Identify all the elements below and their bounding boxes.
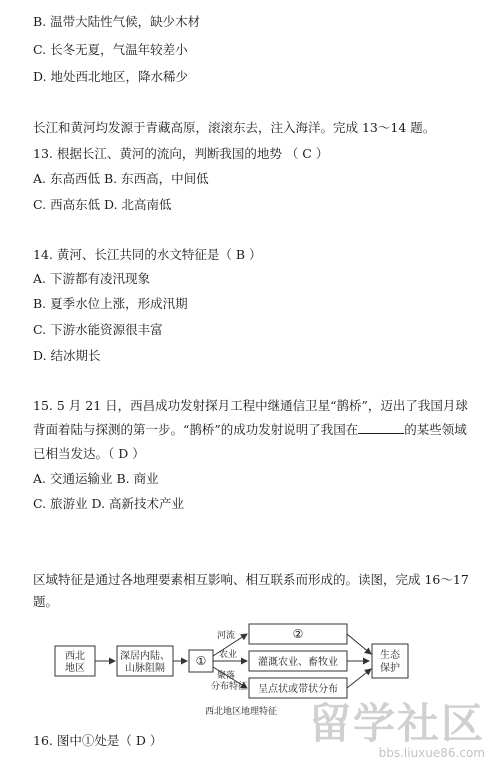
eco-box-line2: 保护 [380, 663, 400, 674]
q14-option-d: D. 结冰期长 [33, 348, 101, 363]
q14-option-a: A. 下游都有凌汛现象 [33, 271, 150, 286]
region-box-line1: 西北 [65, 651, 85, 662]
circle1-label: ① [195, 654, 207, 668]
q15-line1: 15. 5 月 21 日，西昌成功发射探月工程中继通信卫星“鹊桥”，迈出了我国月球 [33, 398, 468, 413]
label-settle-line2: 分布特征 [211, 682, 248, 692]
intro-13-14: 长江和黄河均发源于青藏高原，滚滚东去，注入海洋。完成 13～14 题。 [33, 120, 436, 135]
option-c: C. 长冬无夏，气温年较差小 [33, 42, 188, 57]
location-box-line1: 深居内陆、 [120, 651, 170, 662]
q16-stem: 16. 图中①处是（ D ） [33, 733, 163, 748]
label-agri: 农业 [219, 650, 238, 660]
answer-blank [358, 422, 404, 434]
q14-option-c: C. 下游水能资源很丰富 [33, 322, 163, 337]
location-box-line2: 山脉阻隔 [125, 663, 165, 674]
label-settle-line1: 聚落 [217, 671, 236, 681]
q15-options-cd: C. 旅游业 D. 高新技术产业 [33, 496, 185, 511]
q14-option-b: B. 夏季水位上涨，形成汛期 [33, 296, 188, 311]
q15-line2 [33, 422, 467, 438]
q15-line2-text: 背面着陆与探测的第一步。“鹊桥”的成功发射说明了我国在 [33, 422, 359, 437]
arrow-settle-to-eco [347, 669, 371, 688]
option-d: D. 地处西北地区，降水稀少 [33, 69, 189, 84]
q15-line3: 已相当发达。（ D ） [33, 446, 145, 461]
label-river: 河流 [217, 631, 236, 641]
q13-stem: 13. 根据长江、黄河的流向，判断我国的地势 （ C ） [33, 146, 329, 161]
q15-options-ab: A. 交通运输业 B. 商业 [33, 471, 159, 486]
eco-box-line1: 生态 [380, 650, 400, 661]
diagram-caption: 西北地区地理特征 [205, 707, 278, 717]
watermark [308, 699, 485, 760]
arrow-circle2-to-eco [347, 634, 371, 654]
settle-box-label: 呈点状或带状分布 [258, 684, 338, 695]
q14-stem: 14. 黄河、长江共同的水文特征是（ B ） [33, 247, 262, 262]
q13-options-cd: C. 西高东低 D. 北高南低 [33, 197, 172, 212]
option-b: B. 温带大陆性气候，缺少木材 [33, 14, 201, 29]
intro-16-17-line1: 区域特征是通过各地理要素相互影响、相互联系而形成的。读图，完成 16～17 [33, 572, 469, 587]
region-box-line2: 地区 [65, 663, 85, 674]
agri-box-label: 灌溉农业、畜牧业 [258, 657, 338, 668]
circle2-label: ② [292, 627, 304, 641]
q15-line2-tail: 的某些领域 [404, 422, 467, 437]
q13-options-ab: A. 东高西低 B. 东西高，中间低 [33, 171, 209, 186]
watermark-logo: 留学社区 [308, 699, 485, 748]
intro-16-17-line2: 题。 [33, 594, 59, 609]
watermark-url: bbs.liuxue86.com [378, 746, 485, 760]
